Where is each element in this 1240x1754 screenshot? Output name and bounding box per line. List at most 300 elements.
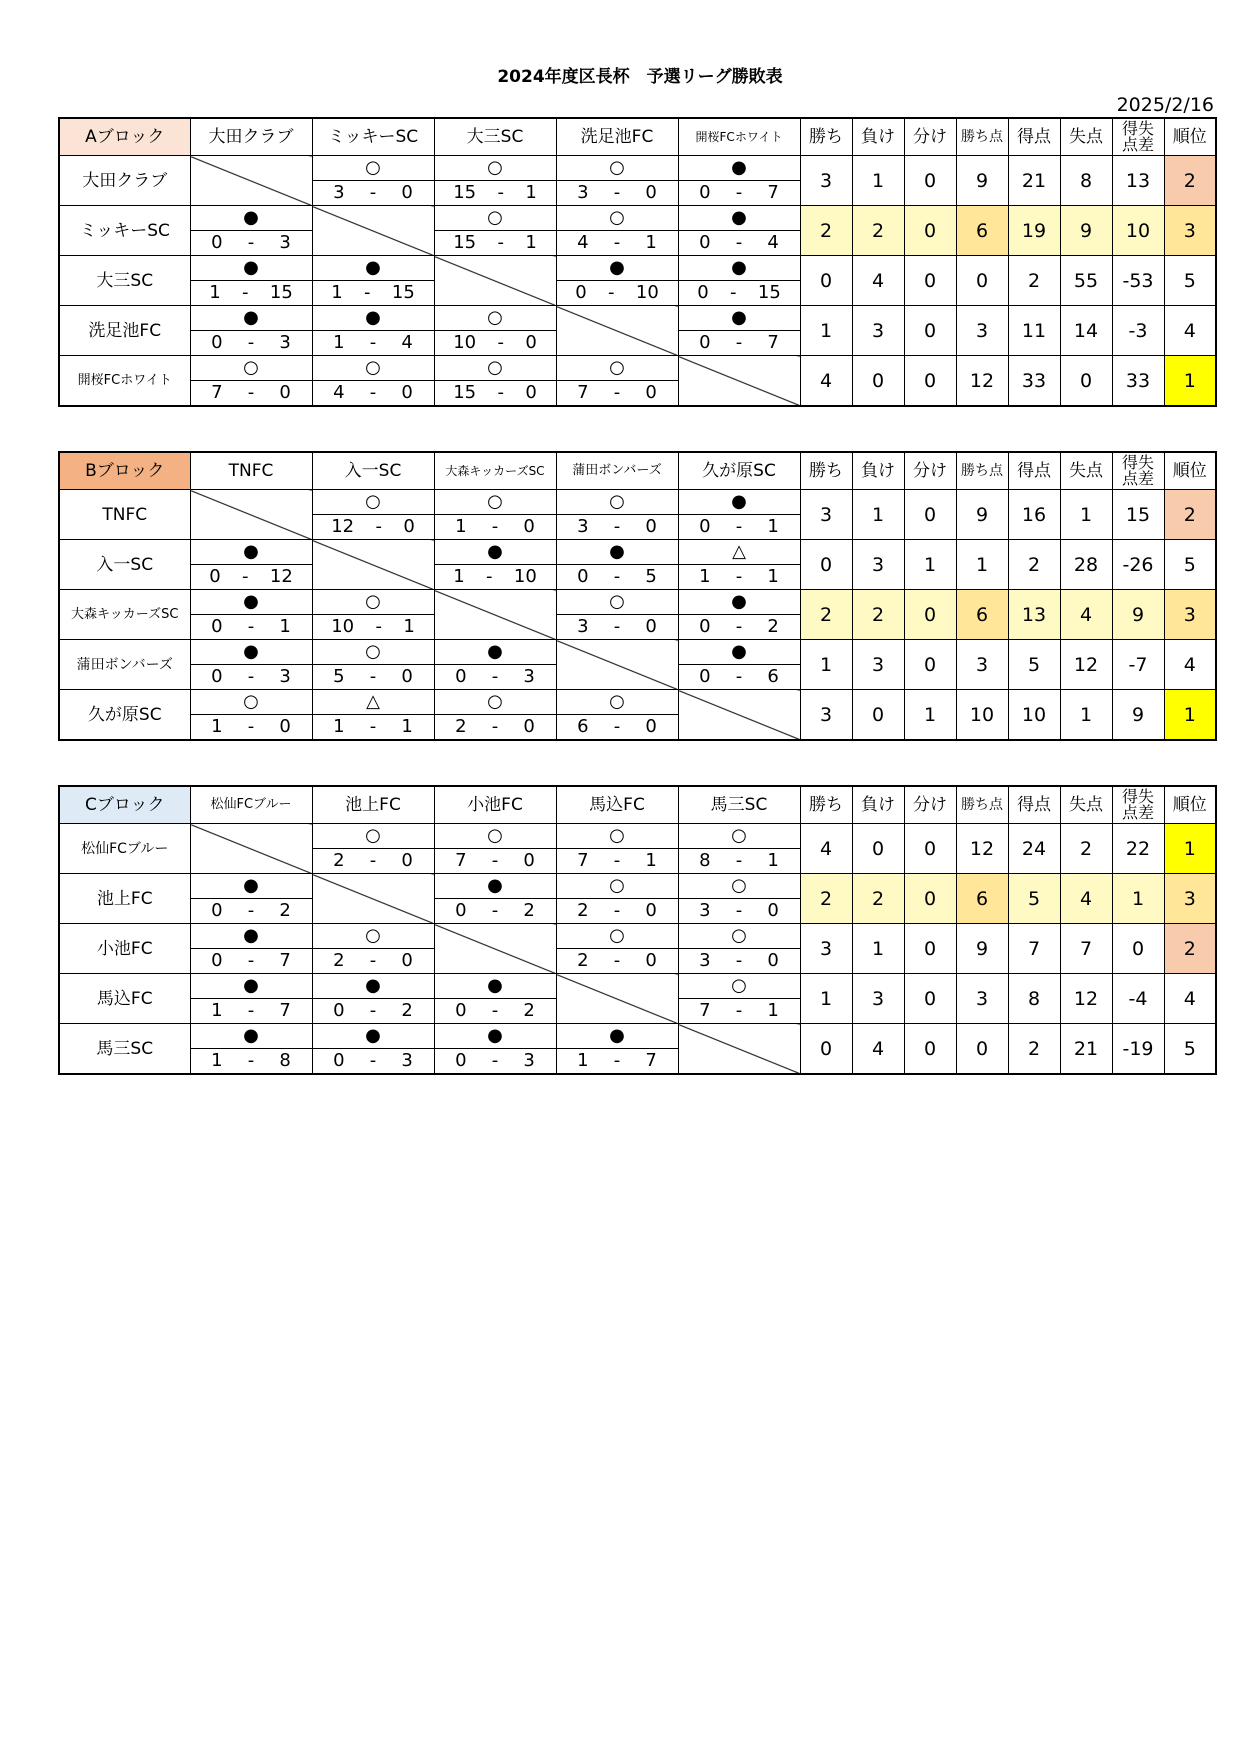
table-row bbox=[59, 206, 1216, 231]
row-team-name: TNFC bbox=[59, 490, 190, 540]
score-dash: - bbox=[613, 382, 621, 403]
result-score bbox=[434, 381, 556, 407]
stat-header: 勝ち bbox=[800, 118, 852, 156]
score-for: 0 bbox=[697, 282, 709, 303]
row-team-name: 久が原SC bbox=[59, 690, 190, 741]
stat-cell: -19 bbox=[1112, 1024, 1164, 1075]
result-score bbox=[190, 331, 312, 356]
score-for: 12 bbox=[331, 516, 355, 537]
row-team-name: 松仙FCブルー bbox=[59, 824, 190, 874]
block-name: Aブロック bbox=[59, 118, 190, 156]
score-against: 0 bbox=[645, 182, 657, 203]
stat-cell: 1 bbox=[904, 690, 956, 741]
row-team-name: 大田クラブ bbox=[59, 156, 190, 206]
score-for: 2 bbox=[577, 900, 589, 921]
stat-header: 得失点差 bbox=[1112, 452, 1164, 490]
stat-cell: 21 bbox=[1060, 1024, 1112, 1075]
result-symbol: ○ bbox=[556, 690, 678, 715]
score-for: 15 bbox=[453, 232, 477, 253]
result-symbol: ● bbox=[678, 156, 800, 181]
score-pair bbox=[435, 515, 556, 539]
score-dash: - bbox=[613, 950, 621, 971]
score-dash: - bbox=[613, 616, 621, 637]
stat-cell: 3 bbox=[852, 540, 904, 590]
score-against: 0 bbox=[279, 382, 291, 403]
result-score bbox=[312, 715, 434, 741]
score-for: 1 bbox=[577, 1050, 589, 1071]
stat-cell: 10 bbox=[1008, 690, 1060, 741]
column-team-header: 小池FC bbox=[434, 786, 556, 824]
score-against: 0 bbox=[767, 900, 779, 921]
column-team-header: 洗足池FC bbox=[556, 118, 678, 156]
row-team-name: ミッキーSC bbox=[59, 206, 190, 256]
score-against: 0 bbox=[645, 950, 657, 971]
score-against: 0 bbox=[525, 382, 537, 403]
result-symbol: ● bbox=[190, 590, 312, 615]
score-against: 1 bbox=[403, 616, 415, 637]
result-score bbox=[678, 515, 800, 540]
score-pair bbox=[313, 281, 434, 305]
score-against: 8 bbox=[279, 1050, 291, 1071]
score-for: 0 bbox=[699, 666, 711, 687]
score-pair bbox=[191, 999, 312, 1023]
score-for: 1 bbox=[333, 332, 345, 353]
stat-cell: 0 bbox=[904, 824, 956, 874]
stat-cell: 8 bbox=[1008, 974, 1060, 1024]
result-score bbox=[556, 1049, 678, 1075]
row-team-name: 洗足池FC bbox=[59, 306, 190, 356]
score-for: 1 bbox=[699, 566, 711, 587]
stat-header: 勝ち点 bbox=[956, 452, 1008, 490]
stat-cell: 5 bbox=[1008, 640, 1060, 690]
stat-cell: 4 bbox=[1164, 306, 1216, 356]
result-symbol: ○ bbox=[556, 156, 678, 181]
table-row bbox=[59, 156, 1216, 181]
score-dash: - bbox=[735, 566, 743, 587]
table-row bbox=[59, 590, 1216, 615]
stat-cell: 0 bbox=[800, 540, 852, 590]
stat-cell: 1 bbox=[852, 156, 904, 206]
self-match-cell bbox=[434, 590, 556, 640]
score-dash: - bbox=[491, 1050, 499, 1071]
score-dash: - bbox=[247, 616, 255, 637]
score-dash: - bbox=[735, 850, 743, 871]
result-symbol: ○ bbox=[434, 156, 556, 181]
stat-cell: 1 bbox=[956, 540, 1008, 590]
result-score bbox=[190, 899, 312, 924]
stat-cell: 15 bbox=[1112, 490, 1164, 540]
score-dash: - bbox=[369, 332, 377, 353]
self-match-cell bbox=[556, 974, 678, 1024]
result-score bbox=[434, 665, 556, 690]
stat-cell: 0 bbox=[852, 356, 904, 407]
column-team-header: 入一SC bbox=[312, 452, 434, 490]
score-for: 0 bbox=[455, 666, 467, 687]
stat-cell: 9 bbox=[956, 156, 1008, 206]
score-pair bbox=[557, 849, 678, 873]
result-score bbox=[678, 181, 800, 206]
result-score bbox=[190, 281, 312, 306]
stat-header: 順位 bbox=[1164, 452, 1216, 490]
stat-cell: 1 bbox=[1060, 690, 1112, 741]
result-symbol: ● bbox=[678, 256, 800, 281]
stat-cell: 4 bbox=[852, 256, 904, 306]
score-pair bbox=[191, 665, 312, 689]
result-symbol: ● bbox=[434, 640, 556, 665]
result-score bbox=[678, 899, 800, 924]
score-dash: - bbox=[247, 900, 255, 921]
stat-cell: 2 bbox=[1008, 256, 1060, 306]
score-dash: - bbox=[730, 282, 737, 303]
score-pair bbox=[557, 565, 678, 589]
row-team-name: 馬三SC bbox=[59, 1024, 190, 1075]
score-pair bbox=[313, 665, 434, 689]
stat-header: 分け bbox=[904, 452, 956, 490]
stat-cell: 3 bbox=[956, 306, 1008, 356]
stat-cell: 33 bbox=[1008, 356, 1060, 407]
self-match-cell bbox=[190, 490, 312, 540]
table-row bbox=[59, 306, 1216, 331]
result-score bbox=[556, 231, 678, 256]
result-score bbox=[190, 381, 312, 407]
table-row bbox=[59, 974, 1216, 999]
score-against: 5 bbox=[645, 566, 657, 587]
score-pair bbox=[191, 899, 312, 923]
score-dash: - bbox=[247, 950, 255, 971]
header-row bbox=[59, 786, 1216, 824]
score-pair bbox=[435, 999, 556, 1023]
stat-cell: 2 bbox=[1164, 156, 1216, 206]
stat-cell: 12 bbox=[956, 824, 1008, 874]
score-dash: - bbox=[491, 516, 499, 537]
result-symbol: ○ bbox=[556, 356, 678, 381]
score-for: 2 bbox=[333, 850, 345, 871]
score-pair bbox=[435, 331, 556, 355]
stat-cell: 3 bbox=[956, 974, 1008, 1024]
stat-cell: 3 bbox=[800, 924, 852, 974]
stat-cell: 12 bbox=[1060, 640, 1112, 690]
score-dash: - bbox=[486, 566, 493, 587]
score-pair bbox=[435, 381, 556, 405]
score-pair bbox=[435, 565, 556, 589]
result-score bbox=[556, 565, 678, 590]
score-pair bbox=[557, 515, 678, 539]
result-score bbox=[190, 1049, 312, 1075]
stat-header: 失点 bbox=[1060, 118, 1112, 156]
stat-cell: 1 bbox=[1060, 490, 1112, 540]
score-pair bbox=[191, 949, 312, 973]
stat-cell: 1 bbox=[852, 490, 904, 540]
score-for: 1 bbox=[211, 1050, 223, 1071]
result-symbol: ○ bbox=[678, 874, 800, 899]
score-against: 2 bbox=[279, 900, 291, 921]
league-table-1 bbox=[58, 117, 1217, 407]
score-for: 3 bbox=[577, 616, 589, 637]
result-symbol: ○ bbox=[434, 356, 556, 381]
column-team-header: 馬三SC bbox=[678, 786, 800, 824]
stat-header: 得失点差 bbox=[1112, 118, 1164, 156]
stat-cell: 10 bbox=[1112, 206, 1164, 256]
score-for: 0 bbox=[211, 232, 223, 253]
score-pair bbox=[191, 231, 312, 255]
stat-header: 得点 bbox=[1008, 452, 1060, 490]
result-score bbox=[434, 565, 556, 590]
score-dash: - bbox=[375, 616, 382, 637]
score-dash: - bbox=[613, 232, 621, 253]
result-score bbox=[434, 515, 556, 540]
stat-cell: 3 bbox=[852, 640, 904, 690]
score-dash: - bbox=[735, 900, 743, 921]
result-symbol: ● bbox=[434, 540, 556, 565]
score-dash: - bbox=[735, 950, 743, 971]
result-score bbox=[190, 999, 312, 1024]
header-row bbox=[59, 118, 1216, 156]
score-pair bbox=[435, 899, 556, 923]
score-for: 0 bbox=[333, 1000, 345, 1021]
score-for: 1 bbox=[453, 566, 465, 587]
result-score bbox=[556, 715, 678, 741]
score-pair bbox=[191, 281, 312, 305]
result-symbol: ● bbox=[190, 924, 312, 949]
column-team-header: 松仙FCブルー bbox=[190, 786, 312, 824]
stat-cell: 2 bbox=[1060, 824, 1112, 874]
score-pair bbox=[435, 1049, 556, 1073]
stat-header: 分け bbox=[904, 786, 956, 824]
score-pair bbox=[191, 381, 312, 405]
stat-cell: 0 bbox=[1112, 924, 1164, 974]
league-table-3 bbox=[58, 785, 1217, 1075]
stat-header: 失点 bbox=[1060, 786, 1112, 824]
stat-cell: 2 bbox=[1008, 540, 1060, 590]
result-symbol: ● bbox=[434, 1024, 556, 1049]
result-score bbox=[434, 181, 556, 206]
score-dash: - bbox=[613, 182, 621, 203]
result-symbol: ● bbox=[678, 490, 800, 515]
score-for: 0 bbox=[699, 332, 711, 353]
result-symbol: ○ bbox=[190, 690, 312, 715]
stat-cell: 2 bbox=[800, 874, 852, 924]
row-team-name: 開桜FCホワイト bbox=[59, 356, 190, 407]
score-dash: - bbox=[369, 716, 377, 737]
stat-header: 得点 bbox=[1008, 786, 1060, 824]
score-for: 2 bbox=[455, 716, 467, 737]
score-pair bbox=[679, 565, 800, 589]
score-dash: - bbox=[497, 332, 504, 353]
score-for: 0 bbox=[211, 616, 223, 637]
score-for: 0 bbox=[575, 282, 587, 303]
block-name: Cブロック bbox=[59, 786, 190, 824]
score-pair bbox=[557, 281, 678, 305]
header-row bbox=[59, 452, 1216, 490]
score-against: 1 bbox=[767, 1000, 779, 1021]
table-row bbox=[59, 256, 1216, 281]
score-pair bbox=[313, 999, 434, 1023]
score-dash: - bbox=[375, 516, 382, 537]
result-score bbox=[312, 999, 434, 1024]
result-symbol: ○ bbox=[678, 974, 800, 999]
column-team-header: TNFC bbox=[190, 452, 312, 490]
stat-header: 失点 bbox=[1060, 452, 1112, 490]
score-dash: - bbox=[247, 1050, 255, 1071]
column-team-header: 蒲田ボンバーズ bbox=[556, 452, 678, 490]
result-symbol: ● bbox=[190, 874, 312, 899]
score-against: 0 bbox=[525, 332, 537, 353]
result-symbol: ○ bbox=[556, 874, 678, 899]
result-symbol: ○ bbox=[434, 206, 556, 231]
score-against: 1 bbox=[767, 566, 779, 587]
result-symbol: ○ bbox=[312, 156, 434, 181]
stat-cell: 0 bbox=[904, 206, 956, 256]
score-for: 6 bbox=[577, 716, 589, 737]
score-against: 15 bbox=[269, 282, 293, 303]
stat-cell: 9 bbox=[1112, 590, 1164, 640]
self-match-cell bbox=[312, 540, 434, 590]
stat-header: 勝ち点 bbox=[956, 786, 1008, 824]
score-against: 10 bbox=[635, 282, 659, 303]
table-row bbox=[59, 540, 1216, 565]
table-row bbox=[59, 690, 1216, 715]
result-symbol: ● bbox=[312, 974, 434, 999]
score-against: 0 bbox=[645, 616, 657, 637]
result-score bbox=[312, 665, 434, 690]
result-symbol: ○ bbox=[312, 824, 434, 849]
score-for: 2 bbox=[577, 950, 589, 971]
score-dash: - bbox=[369, 666, 377, 687]
score-against: 3 bbox=[401, 1050, 413, 1071]
score-for: 0 bbox=[211, 666, 223, 687]
score-for: 1 bbox=[333, 716, 345, 737]
stat-cell: 0 bbox=[904, 156, 956, 206]
stat-header: 勝ち bbox=[800, 452, 852, 490]
result-symbol: ● bbox=[190, 1024, 312, 1049]
result-score bbox=[678, 615, 800, 640]
stat-cell: 21 bbox=[1008, 156, 1060, 206]
result-score bbox=[190, 565, 312, 590]
page-title: 2024年度区長杯 予選リーグ勝敗表 bbox=[497, 67, 783, 87]
row-team-name: 馬込FC bbox=[59, 974, 190, 1024]
result-symbol: ● bbox=[556, 256, 678, 281]
result-score bbox=[312, 849, 434, 874]
score-dash: - bbox=[613, 716, 621, 737]
league-table-2 bbox=[58, 451, 1217, 741]
score-pair bbox=[679, 181, 800, 205]
score-for: 0 bbox=[699, 516, 711, 537]
result-score bbox=[434, 1049, 556, 1075]
stat-cell: 3 bbox=[800, 690, 852, 741]
score-pair bbox=[435, 849, 556, 873]
result-symbol: ○ bbox=[312, 590, 434, 615]
self-match-cell bbox=[434, 256, 556, 306]
score-pair bbox=[191, 565, 312, 589]
score-dash: - bbox=[369, 950, 377, 971]
result-symbol: ○ bbox=[312, 356, 434, 381]
result-score bbox=[190, 615, 312, 640]
score-for: 0 bbox=[455, 1000, 467, 1021]
score-for: 3 bbox=[699, 950, 711, 971]
result-symbol: ○ bbox=[678, 824, 800, 849]
result-symbol: ○ bbox=[678, 924, 800, 949]
stat-cell: 2 bbox=[852, 874, 904, 924]
stat-cell: 1 bbox=[1164, 356, 1216, 407]
score-pair bbox=[191, 615, 312, 639]
result-symbol: ○ bbox=[434, 490, 556, 515]
stat-cell: 3 bbox=[1164, 590, 1216, 640]
column-team-header: 大三SC bbox=[434, 118, 556, 156]
score-dash: - bbox=[247, 1000, 255, 1021]
score-dash: - bbox=[497, 232, 504, 253]
score-pair bbox=[313, 615, 434, 639]
score-for: 0 bbox=[455, 1050, 467, 1071]
stat-cell: 1 bbox=[1164, 690, 1216, 741]
score-against: 2 bbox=[767, 616, 779, 637]
score-pair bbox=[557, 899, 678, 923]
table-row bbox=[59, 824, 1216, 849]
score-pair bbox=[679, 999, 800, 1023]
score-against: 7 bbox=[767, 332, 779, 353]
stat-header: 得失点差 bbox=[1112, 786, 1164, 824]
result-symbol: ○ bbox=[556, 206, 678, 231]
result-symbol: ○ bbox=[312, 640, 434, 665]
self-match-cell bbox=[190, 156, 312, 206]
column-team-header: 馬込FC bbox=[556, 786, 678, 824]
score-pair bbox=[313, 1049, 434, 1073]
score-for: 0 bbox=[699, 616, 711, 637]
score-pair bbox=[679, 281, 800, 305]
stat-cell: 0 bbox=[1060, 356, 1112, 407]
result-score bbox=[312, 1049, 434, 1075]
score-pair bbox=[313, 181, 434, 205]
stat-cell: 10 bbox=[956, 690, 1008, 741]
score-against: 0 bbox=[645, 516, 657, 537]
score-dash: - bbox=[735, 1000, 743, 1021]
score-against: 3 bbox=[279, 232, 291, 253]
score-pair bbox=[191, 331, 312, 355]
score-against: 3 bbox=[523, 666, 535, 687]
result-symbol: ● bbox=[678, 590, 800, 615]
self-match-cell bbox=[190, 824, 312, 874]
stat-cell: 6 bbox=[956, 206, 1008, 256]
stat-cell: 4 bbox=[1164, 640, 1216, 690]
stat-cell: 1 bbox=[800, 306, 852, 356]
score-dash: - bbox=[491, 716, 499, 737]
score-against: 12 bbox=[269, 566, 293, 587]
stat-cell: 5 bbox=[1164, 256, 1216, 306]
score-for: 0 bbox=[699, 232, 711, 253]
score-pair bbox=[679, 849, 800, 873]
score-dash: - bbox=[369, 182, 377, 203]
score-for: 1 bbox=[209, 282, 221, 303]
stat-cell: 0 bbox=[904, 256, 956, 306]
score-against: 0 bbox=[403, 516, 415, 537]
score-dash: - bbox=[242, 282, 249, 303]
stat-cell: 13 bbox=[1112, 156, 1164, 206]
stat-cell: 3 bbox=[800, 490, 852, 540]
stat-cell: 3 bbox=[1164, 874, 1216, 924]
score-against: 2 bbox=[401, 1000, 413, 1021]
score-dash: - bbox=[608, 282, 615, 303]
stat-cell: 1 bbox=[1112, 874, 1164, 924]
score-dash: - bbox=[735, 332, 743, 353]
score-for: 15 bbox=[453, 382, 477, 403]
score-against: 4 bbox=[767, 232, 779, 253]
score-against: 1 bbox=[525, 232, 537, 253]
result-score bbox=[312, 181, 434, 206]
result-score bbox=[190, 665, 312, 690]
score-against: 3 bbox=[523, 1050, 535, 1071]
stat-cell: 13 bbox=[1008, 590, 1060, 640]
score-for: 15 bbox=[453, 182, 477, 203]
score-dash: - bbox=[735, 666, 743, 687]
